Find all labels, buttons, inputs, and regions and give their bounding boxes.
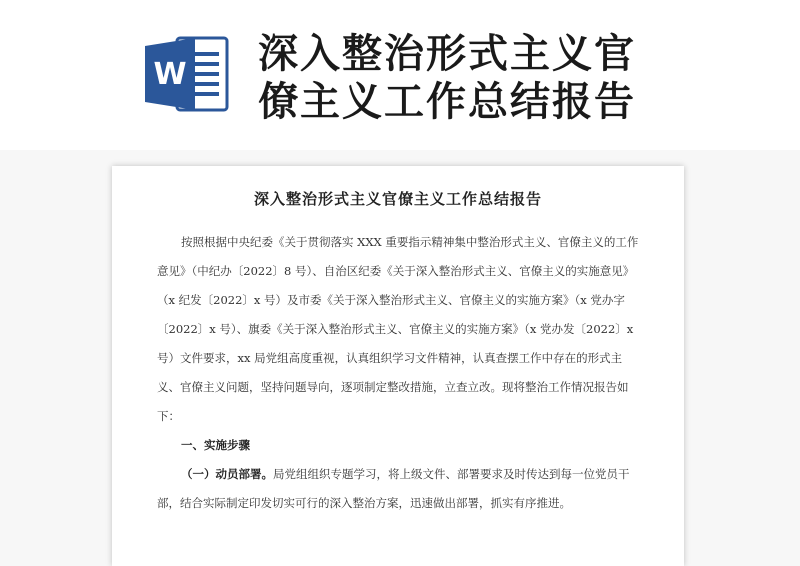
document-paragraph-line: 部，结合实际制定印发切实可行的深入整治方案，迅速做出部署，抓实有序推进。 xyxy=(157,496,571,510)
subsection-label: （一）动员部署。 xyxy=(181,467,273,481)
section-heading: 一、实施步骤 xyxy=(181,438,250,452)
document-preview-page xyxy=(112,166,684,566)
page-title-line-2: 僚主义工作总结报告 xyxy=(258,79,636,125)
document-paragraph-line: 按照根据中央纪委《关于贯彻落实 XXX 重要指示精神集中整治形式主义、官僚主义的工作 xyxy=(181,235,639,249)
word-logo-letter: W xyxy=(153,57,187,92)
document-paragraph-line xyxy=(157,460,647,489)
document-paragraph-line: （x 纪发〔2022〕x 号）及市委《关于深入整治形式主义、官僚主义的实施方案》（x 党办字 xyxy=(157,293,625,307)
subsection-text: 局党组组织专题学习，将上级文件、部署要求及时传达到每一位党员干 xyxy=(273,467,630,481)
document-paragraph-line: 号）文件要求，xx 局党组高度重视，认真组织学习文件精神，认真查摆工作中存在的形式主 xyxy=(157,351,623,365)
header-banner xyxy=(0,0,800,150)
document-paragraph-line: 〔2022〕x 号）、旗委《关于深入整治形式主义、官僚主义的实施方案》（x 党办发〔2022〕x xyxy=(157,322,634,336)
page-title xyxy=(258,30,778,126)
word-document-icon xyxy=(143,34,231,114)
document-title: 深入整治形式主义官僚主义工作总结报告 xyxy=(253,190,542,208)
document-paragraph-line: 义、官僚主义问题，坚持问题导向，逐项制定整改措施，立查立改。现将整治工作情况报告如 xyxy=(157,380,629,394)
document-paragraph-line: 下： xyxy=(157,409,180,423)
document-paragraph-line: 意见》（中纪办〔2022〕8 号）、自治区纪委《关于深入整治形式主义、官僚主义的实施意见》 xyxy=(157,264,635,278)
page-title-line-1: 深入整治形式主义官 xyxy=(258,31,636,77)
document-body xyxy=(157,228,647,518)
